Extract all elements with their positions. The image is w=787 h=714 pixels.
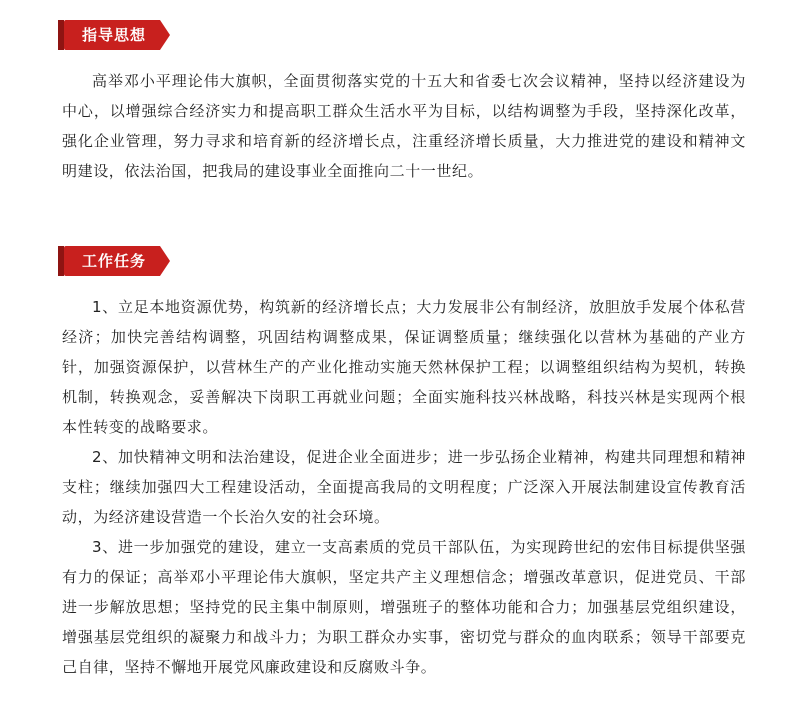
work-task-3-paragraph: 3、进一步加强党的建设，建立一支高素质的党员干部队伍，为实现跨世纪的宏伟目标提供坚强有力的保证；高举邓小平理论伟大旗帜，坚定共产主义理想信念；增强改革意识，促进党员、干部进一步解放思想；坚持党的民主集中制原则，增强班子的整体功能和合力；加强基层党组织建设，增强基层党组织的凝聚力和战斗力；为职工群众办实事，密切党与群众的血肉联系；领导干部要克己自律，坚持不懈地开展党风廉政建设和反腐败斗争。 — [62, 538, 746, 676]
work-task-2-paragraph: 2、加快精神文明和法治建设，促进企业全面进步；进一步弘扬企业精神，构建共同理想和精神支柱；继续加强四大工程建设活动，全面提高我局的文明程度；广泛深入开展法制建设宣传教育活动，为经济建设营造一个长治久安的社会环境。 — [62, 448, 746, 526]
guiding-thought-paragraph: 高举邓小平理论伟大旗帜，全面贯彻落实党的十五大和省委七次会议精神，坚持以经济建设为中心，以增强综合经济实力和提高职工群众生活水平为目标，以结构调整为手段，坚持深化改革，强化企业管理，努力寻求和培育新的经济增长点，注重经济增长质量，大力推进党的建设和精神文明建设，依法治国，把我局的建设事业全面推向二十一世纪。 — [62, 72, 746, 180]
section-title-work-tasks: 工作任务 — [64, 246, 160, 276]
work-task-1-paragraph: 1、立足本地资源优势，构筑新的经济增长点；大力发展非公有制经济，放胆放手发展个体私营经济；加快完善结构调整，巩固结构调整成果，保证调整质量；继续强化以营林为基础的产业方针，加强资源保护，以营林生产的产业化推动实施天然林保护工程；以调整组织结构为契机，转换机制，转换观念，妥善解决下岗职工再就业问题；全面实施科技兴林战略，科技兴林是实现两个根本性转变的战略要求。 — [62, 298, 746, 436]
section-title-guiding-thought: 指导思想 — [64, 20, 160, 50]
